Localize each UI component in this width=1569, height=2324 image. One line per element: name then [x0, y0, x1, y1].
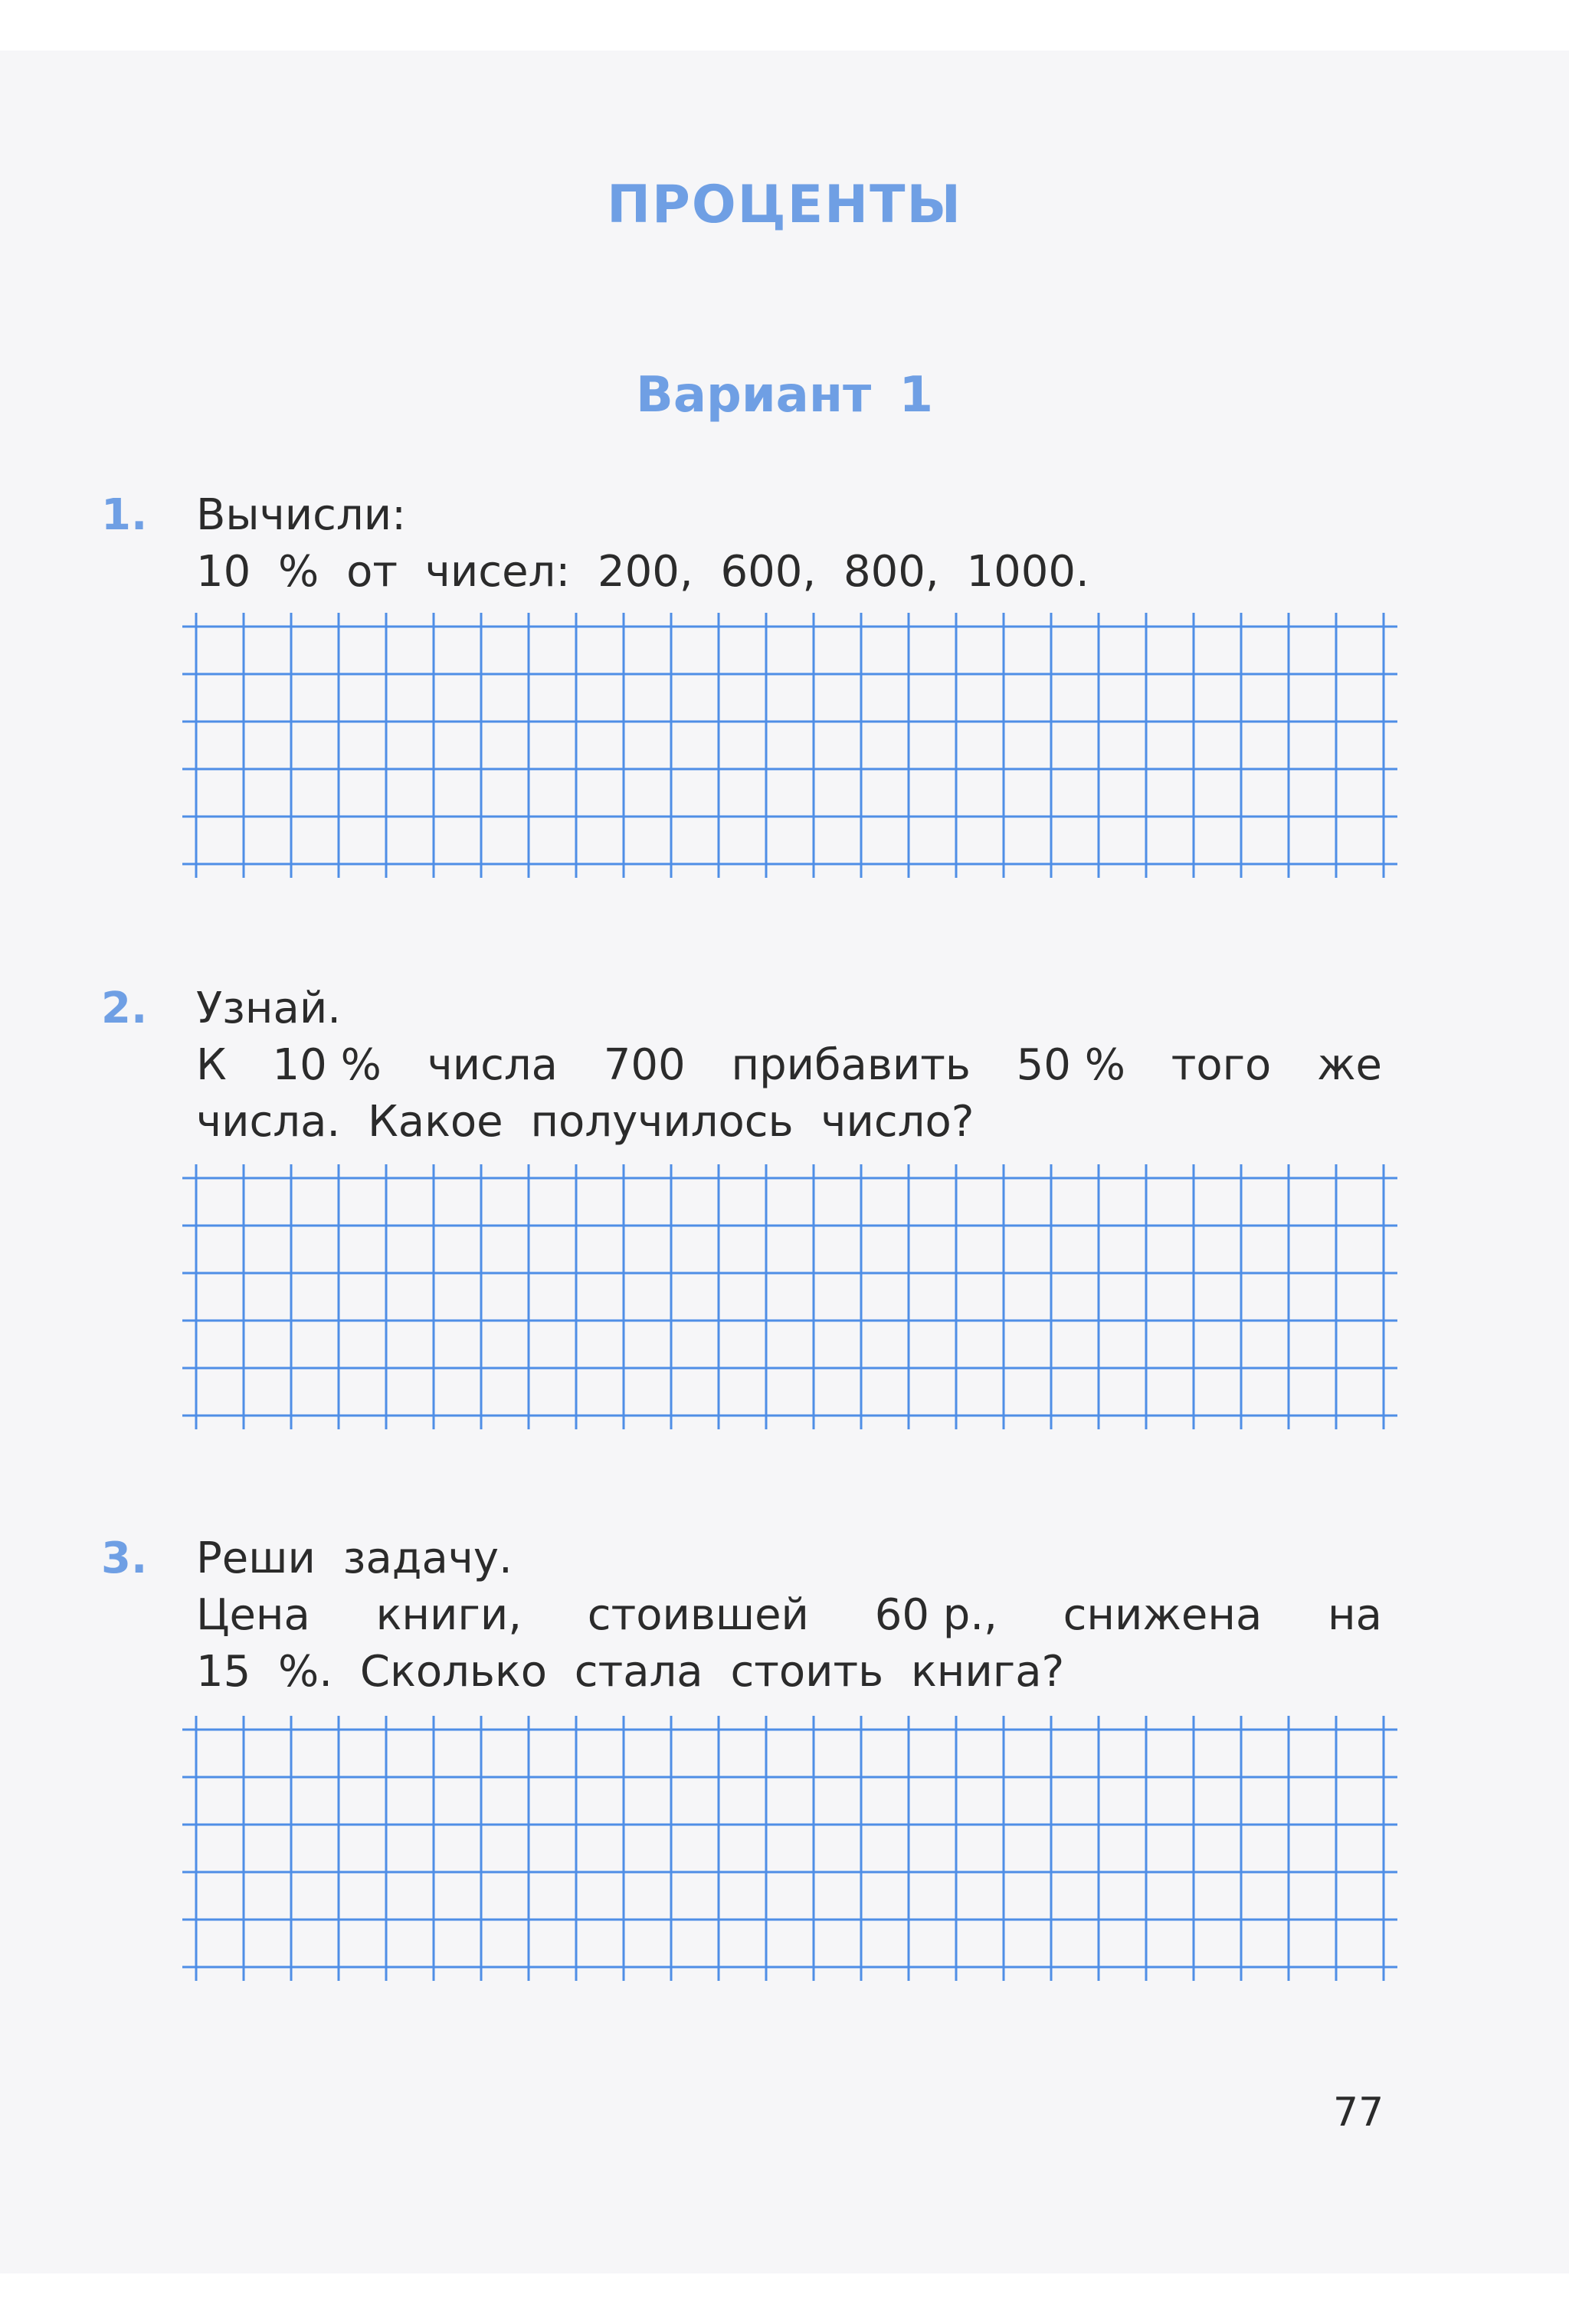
task-3-word: 60 р., — [874, 1590, 997, 1640]
task-3-word: книги, — [375, 1590, 522, 1640]
task-1-text-line-1 — [196, 544, 1382, 601]
grid-lines — [182, 1164, 1397, 1429]
task-3-word: 15 %. — [196, 1647, 333, 1697]
task-1-word: 800, — [843, 547, 939, 597]
task-2-word: числа. — [196, 1097, 341, 1147]
task-2-text-line-2 — [196, 1094, 1382, 1151]
task-2-word: 50 % — [1016, 1040, 1125, 1090]
task-3-word: стоившей — [587, 1590, 809, 1640]
task-1-word: чисел: — [424, 547, 571, 597]
task-3-answer-grid[interactable] — [196, 1730, 1382, 1981]
page-title: ПРОЦЕНТЫ — [607, 175, 962, 235]
task-3-word: Сколько — [359, 1647, 547, 1697]
task-2-number: 2. — [101, 984, 148, 1033]
task-1-word: 600, — [720, 547, 817, 597]
task-2-heading: Узнай. — [196, 984, 342, 1033]
task-2-word: же — [1317, 1040, 1382, 1090]
task-1-word: 1000. — [966, 547, 1089, 597]
task-1-answer-grid[interactable] — [196, 627, 1382, 878]
task-1-number: 1. — [101, 490, 148, 540]
grid-lines — [182, 613, 1397, 878]
task-2-word: того — [1171, 1040, 1272, 1090]
task-3-heading: Реши задачу. — [196, 1534, 513, 1583]
task-2-word: К — [196, 1040, 227, 1090]
task-2-word: Какое — [368, 1097, 503, 1147]
task-2-word: прибавить — [731, 1040, 971, 1090]
task-3-word: Цена — [196, 1590, 310, 1640]
task-2-word: получилось — [530, 1097, 794, 1147]
task-2-word: 700 — [603, 1040, 686, 1090]
task-2-word: число? — [821, 1097, 974, 1147]
task-1-word: от — [346, 547, 398, 597]
task-3-number: 3. — [101, 1534, 148, 1583]
task-2-word: числа — [427, 1040, 558, 1090]
page-number: 77 — [1333, 2090, 1384, 2136]
variant-title: Вариант 1 — [636, 367, 933, 424]
task-2-text-line-1 — [196, 1037, 1382, 1094]
task-1-heading: Вычисли: — [196, 490, 406, 540]
task-3-text-line-2 — [196, 1644, 1382, 1700]
task-2-answer-grid[interactable] — [196, 1178, 1382, 1429]
grid-lines — [182, 1716, 1397, 1981]
task-3-word: снижена — [1063, 1590, 1263, 1640]
task-3-text-line-1 — [196, 1587, 1382, 1644]
task-2-word: 10 % — [272, 1040, 382, 1090]
task-3-word: на — [1328, 1590, 1382, 1640]
task-3-word: стала — [574, 1647, 703, 1697]
task-1-word: 10 % — [196, 547, 319, 597]
task-3-word: книга? — [910, 1647, 1065, 1697]
task-1-word: 200, — [598, 547, 693, 597]
task-3-word: стоить — [730, 1647, 884, 1697]
